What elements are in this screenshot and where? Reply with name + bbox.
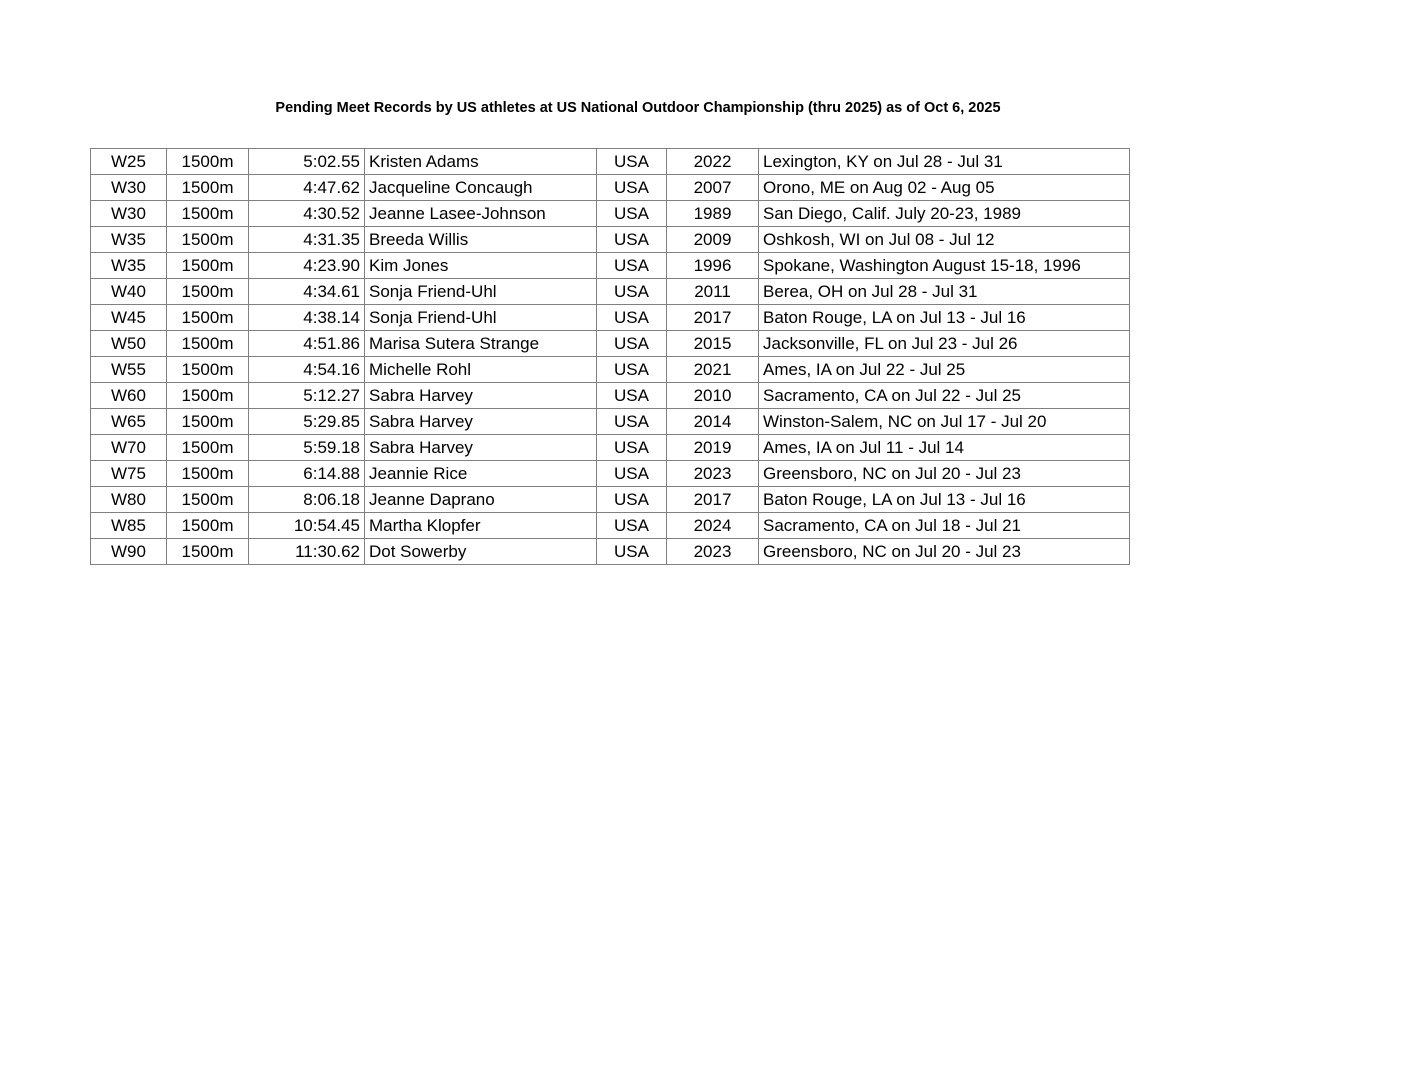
event-cell: 1500m [167, 331, 249, 357]
country-cell: USA [597, 253, 667, 279]
table-row [91, 279, 1130, 305]
event-cell: 1500m [167, 513, 249, 539]
athlete-name-cell: Dot Sowerby [365, 539, 597, 565]
meet-cell: Baton Rouge, LA on Jul 13 - Jul 16 [759, 487, 1130, 513]
year-cell: 2017 [667, 305, 759, 331]
table-row [91, 513, 1130, 539]
event-cell: 1500m [167, 253, 249, 279]
athlete-name-cell: Jeannie Rice [365, 461, 597, 487]
mark-cell: 4:54.16 [249, 357, 365, 383]
country-cell: USA [597, 487, 667, 513]
age-group-cell: W65 [91, 409, 167, 435]
year-cell: 1989 [667, 201, 759, 227]
meet-cell: Lexington, KY on Jul 28 - Jul 31 [759, 149, 1130, 175]
age-group-cell: W25 [91, 149, 167, 175]
records-table [90, 148, 1130, 565]
year-cell: 2011 [667, 279, 759, 305]
table-row [91, 487, 1130, 513]
age-group-cell: W80 [91, 487, 167, 513]
age-group-cell: W85 [91, 513, 167, 539]
meet-cell: Ames, IA on Jul 22 - Jul 25 [759, 357, 1130, 383]
year-cell: 2023 [667, 539, 759, 565]
athlete-name-cell: Michelle Rohl [365, 357, 597, 383]
athlete-name-cell: Sonja Friend-Uhl [365, 279, 597, 305]
country-cell: USA [597, 279, 667, 305]
year-cell: 2024 [667, 513, 759, 539]
age-group-cell: W70 [91, 435, 167, 461]
year-cell: 1996 [667, 253, 759, 279]
age-group-cell: W30 [91, 201, 167, 227]
meet-cell: Greensboro, NC on Jul 20 - Jul 23 [759, 461, 1130, 487]
athlete-name-cell: Sonja Friend-Uhl [365, 305, 597, 331]
table-row [91, 383, 1130, 409]
country-cell: USA [597, 227, 667, 253]
meet-cell: Jacksonville, FL on Jul 23 - Jul 26 [759, 331, 1130, 357]
event-cell: 1500m [167, 175, 249, 201]
mark-cell: 5:12.27 [249, 383, 365, 409]
year-cell: 2022 [667, 149, 759, 175]
age-group-cell: W30 [91, 175, 167, 201]
mark-cell: 4:23.90 [249, 253, 365, 279]
country-cell: USA [597, 331, 667, 357]
event-cell: 1500m [167, 461, 249, 487]
mark-cell: 4:51.86 [249, 331, 365, 357]
table-row [91, 435, 1130, 461]
year-cell: 2023 [667, 461, 759, 487]
event-cell: 1500m [167, 409, 249, 435]
mark-cell: 5:29.85 [249, 409, 365, 435]
athlete-name-cell: Kristen Adams [365, 149, 597, 175]
table-row [91, 227, 1130, 253]
mark-cell: 6:14.88 [249, 461, 365, 487]
age-group-cell: W55 [91, 357, 167, 383]
table-row [91, 539, 1130, 565]
meet-cell: Winston-Salem, NC on Jul 17 - Jul 20 [759, 409, 1130, 435]
age-group-cell: W60 [91, 383, 167, 409]
mark-cell: 5:02.55 [249, 149, 365, 175]
athlete-name-cell: Kim Jones [365, 253, 597, 279]
athlete-name-cell: Jeanne Daprano [365, 487, 597, 513]
meet-cell: Greensboro, NC on Jul 20 - Jul 23 [759, 539, 1130, 565]
year-cell: 2007 [667, 175, 759, 201]
athlete-name-cell: Sabra Harvey [365, 435, 597, 461]
country-cell: USA [597, 357, 667, 383]
mark-cell: 4:30.52 [249, 201, 365, 227]
mark-cell: 4:38.14 [249, 305, 365, 331]
meet-cell: Orono, ME on Aug 02 - Aug 05 [759, 175, 1130, 201]
event-cell: 1500m [167, 539, 249, 565]
athlete-name-cell: Marisa Sutera Strange [365, 331, 597, 357]
age-group-cell: W45 [91, 305, 167, 331]
mark-cell: 4:34.61 [249, 279, 365, 305]
athlete-name-cell: Jeanne Lasee-Johnson [365, 201, 597, 227]
event-cell: 1500m [167, 149, 249, 175]
table-row [91, 305, 1130, 331]
event-cell: 1500m [167, 305, 249, 331]
mark-cell: 10:54.45 [249, 513, 365, 539]
event-cell: 1500m [167, 435, 249, 461]
meet-cell: Baton Rouge, LA on Jul 13 - Jul 16 [759, 305, 1130, 331]
country-cell: USA [597, 305, 667, 331]
year-cell: 2021 [667, 357, 759, 383]
table-row [91, 357, 1130, 383]
event-cell: 1500m [167, 201, 249, 227]
country-cell: USA [597, 461, 667, 487]
table-row [91, 253, 1130, 279]
year-cell: 2014 [667, 409, 759, 435]
meet-cell: Spokane, Washington August 15-18, 1996 [759, 253, 1130, 279]
country-cell: USA [597, 201, 667, 227]
meet-cell: Oshkosh, WI on Jul 08 - Jul 12 [759, 227, 1130, 253]
mark-cell: 8:06.18 [249, 487, 365, 513]
event-cell: 1500m [167, 487, 249, 513]
country-cell: USA [597, 539, 667, 565]
athlete-name-cell: Sabra Harvey [365, 409, 597, 435]
country-cell: USA [597, 149, 667, 175]
records-table-body [91, 149, 1130, 565]
age-group-cell: W75 [91, 461, 167, 487]
year-cell: 2019 [667, 435, 759, 461]
age-group-cell: W50 [91, 331, 167, 357]
mark-cell: 4:47.62 [249, 175, 365, 201]
table-row [91, 409, 1130, 435]
table-row [91, 461, 1130, 487]
event-cell: 1500m [167, 383, 249, 409]
athlete-name-cell: Martha Klopfer [365, 513, 597, 539]
athlete-name-cell: Breeda Willis [365, 227, 597, 253]
athlete-name-cell: Jacqueline Concaugh [365, 175, 597, 201]
athlete-name-cell: Sabra Harvey [365, 383, 597, 409]
year-cell: 2010 [667, 383, 759, 409]
mark-cell: 4:31.35 [249, 227, 365, 253]
meet-cell: Ames, IA on Jul 11 - Jul 14 [759, 435, 1130, 461]
age-group-cell: W90 [91, 539, 167, 565]
table-row [91, 201, 1130, 227]
age-group-cell: W35 [91, 253, 167, 279]
meet-cell: Sacramento, CA on Jul 22 - Jul 25 [759, 383, 1130, 409]
year-cell: 2017 [667, 487, 759, 513]
country-cell: USA [597, 175, 667, 201]
meet-cell: Berea, OH on Jul 28 - Jul 31 [759, 279, 1130, 305]
mark-cell: 5:59.18 [249, 435, 365, 461]
age-group-cell: W40 [91, 279, 167, 305]
meet-cell: Sacramento, CA on Jul 18 - Jul 21 [759, 513, 1130, 539]
meet-cell: San Diego, Calif. July 20-23, 1989 [759, 201, 1130, 227]
country-cell: USA [597, 409, 667, 435]
event-cell: 1500m [167, 279, 249, 305]
country-cell: USA [597, 383, 667, 409]
mark-cell: 11:30.62 [249, 539, 365, 565]
table-row [91, 149, 1130, 175]
table-row [91, 175, 1130, 201]
event-cell: 1500m [167, 357, 249, 383]
page-title: Pending Meet Records by US athletes at US National Outdoor Championship (thru 2025) as of Oct 6, 2025 [275, 100, 1001, 116]
year-cell: 2009 [667, 227, 759, 253]
year-cell: 2015 [667, 331, 759, 357]
country-cell: USA [597, 435, 667, 461]
age-group-cell: W35 [91, 227, 167, 253]
table-row [91, 331, 1130, 357]
country-cell: USA [597, 513, 667, 539]
event-cell: 1500m [167, 227, 249, 253]
